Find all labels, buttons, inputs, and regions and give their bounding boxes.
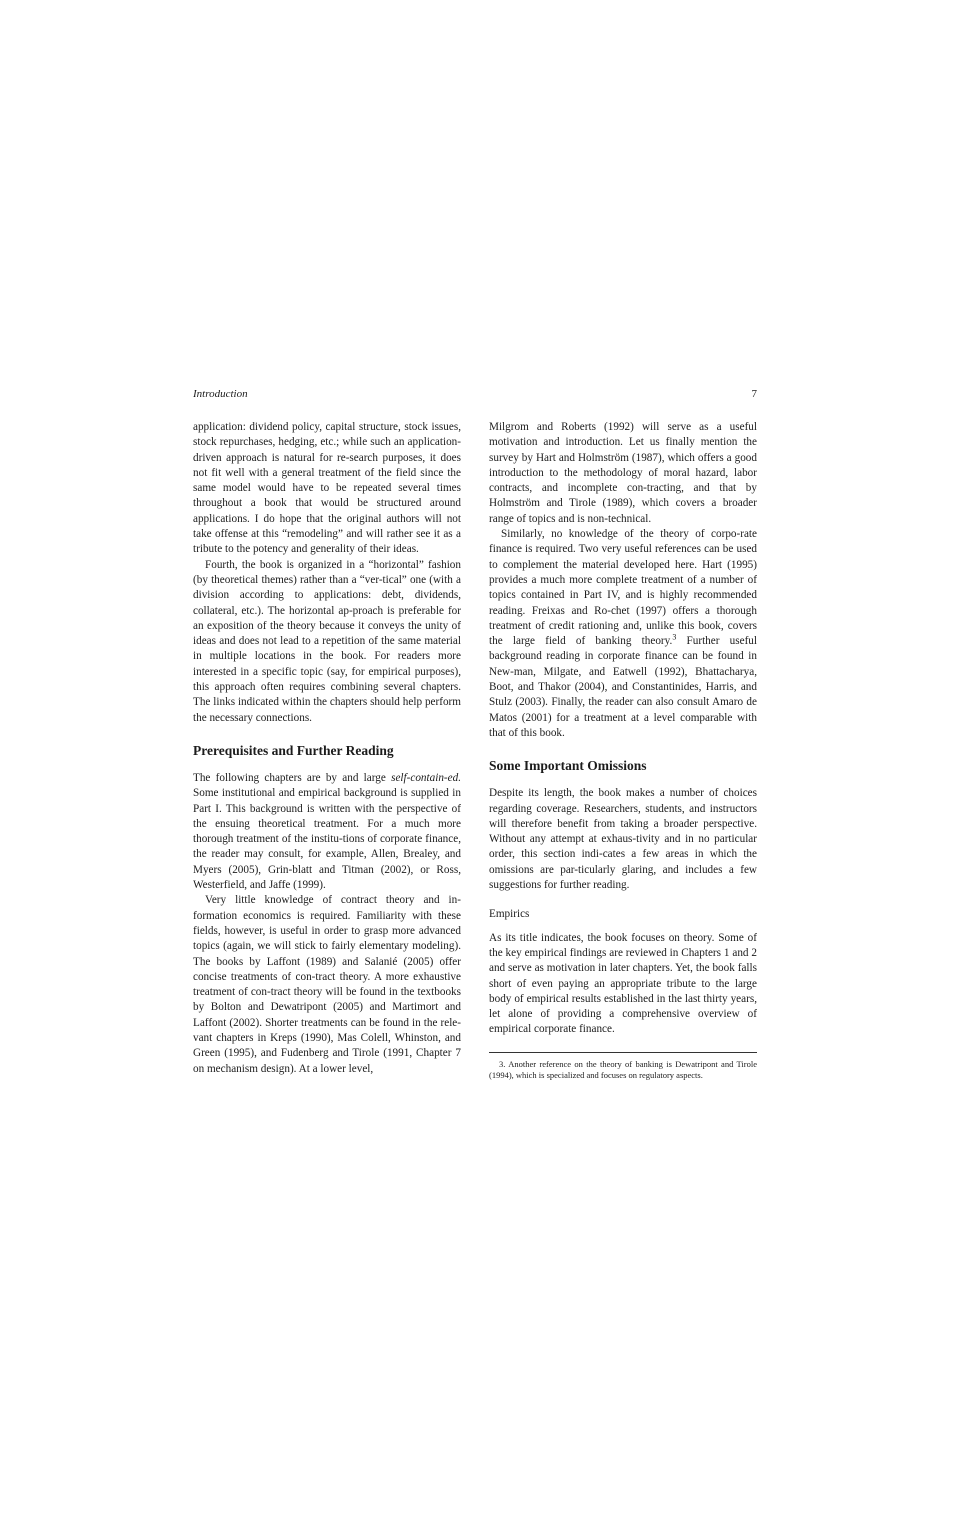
text-run: The following chapters are by and large [193,771,392,784]
left-column [193,420,461,1077]
paragraph [489,527,757,741]
text-run: Further useful background reading in corporate finance can be found in New-man, Milgate, and Eatwell (1992), Bhattacharya, Boot, and Thakor (2004), and Constantinides, Harris, and Stulz (2003). Finally, the reader can also consult Amaro de Matos (2001) for a treatment at a level comparable with that of this book. [489,635,757,739]
paragraph [193,771,461,893]
paragraph: Fourth, the book is organized in a “horizontal” fashion (by theoretical themes) rather than a “ver-tical” one (with a division according to applications: debt, dividends, collateral, etc.). The horizontal ap-proach is preferable for an exposition of the theory because it conveys the unity of ideas and does not lead to a repetition of the same material in multiple locations in the book. For readers more interested in a specific topic (say, for empirical purposes), this approach often requires combining several chapters. The links indicated within the chapters should help perform the necessary connections. [193,558,461,724]
right-column [489,420,757,1082]
paragraph: Despite its length, the book makes a number of choices regarding coverage. Researchers, students, and instructors will therefore benefit from taking a broader perspective. Without any attempt at exhaus-tivity and in no particular order, this section indi-cates a few areas in which the omissions are par-ticularly glaring, and includes a few suggestions for further reading. [489,787,757,892]
paragraph: Very little knowledge of contract theory and in-formation economics is required. Familiarity with these fields, however, is useful in order to grasp more advanced topics (again, we will stick to fairly elementary modeling). The books by Laffont (1989) and Salanié (2005) offer concise treatments of con-tract theory. A more exhaustive treatment of con-tract theory will be found in the textbooks by Bolton and Dewatripont (2005) and Martimort and Laffont (2002). Shorter treatments can be found in the rele-vant chapters in Kreps (1990), Mas Colell, Whinston, and Green (1995), and Fudenberg and Tirole (1991, Chapter 7 on mechanism design). At a lower level, [193,894,461,1075]
section-heading-omissions: Some Important Omissions [489,758,647,774]
emphasis: self-contain-ed. [391,771,461,784]
footnote: 3. Another reference on the theory of banking is Dewatripont and Tirole (1994), which is specialized and focuses on regulatory aspects. [489,1058,757,1081]
paragraph: application: dividend policy, capital structure, stock issues, stock repurchases, hedging, etc.; while such an application-driven approach is natural for re-search purposes, it does not fit well with a general treatment of the field since the same model would have to be repeated several times throughout a book that would be structured around applications. I do hope that the original authors will not take offense at this “remodeling” and will rather see it as a tribute to the potency and generality of their ideas. [193,421,461,556]
subsection-heading-empirics: Empirics [489,908,530,921]
paragraph: As its title indicates, the book focuses on theory. Some of the key empirical findings are reviewed in Chapters 1 and 2 and serve as motivation in later chapters. Yet, the book falls short of even paying an appropriate tribute to the large body of empirical results established in the last thirty years, let alone of providing a comprehensive overview of empirical corporate finance. [489,931,757,1036]
text-run: Some institutional and empirical background is supplied in Part I. This background is written with the perspective of the ensuing theoretical treatment. For a much more thorough treatment of the institu-tions of corporate finance, the reader may consult, for example, Allen, Brealey, and Myers (2005), Grin-blatt and Titman (2002), or Ross, Westerfield, and Jaffe (1999). [193,787,461,892]
text-run: Similarly, no knowledge of the theory of corpo-rate finance is required. Two very useful references can be used to complement the material developed here. Hart (1995) provides a much more complete treatment of a number of topics contained in Part IV, and is highly recommended reading. Freixas and Ro-chet (1997) offers a thorough treatment of credit rationing and, unlike this book, covers the large field of banking theory. [489,528,757,648]
running-head [193,388,757,406]
paragraph: Milgrom and Roberts (1992) will serve as a useful motivation and introduction. Let us finally mention the survey by Hart and Holmström (1987), which offers a good introduction to the methodology of moral hazard, labor contracts, and incomplete con-tracting, and that by Holmström and Tirole (1989), which covers a broader range of topics and is non-technical. [489,421,757,525]
page-number: 7 [751,388,757,400]
footnote-rule [489,1052,757,1053]
running-head-title: Introduction [193,388,248,400]
section-heading-prerequisites: Prerequisites and Further Reading [193,742,394,758]
footnote-marker: 3 [672,632,677,642]
